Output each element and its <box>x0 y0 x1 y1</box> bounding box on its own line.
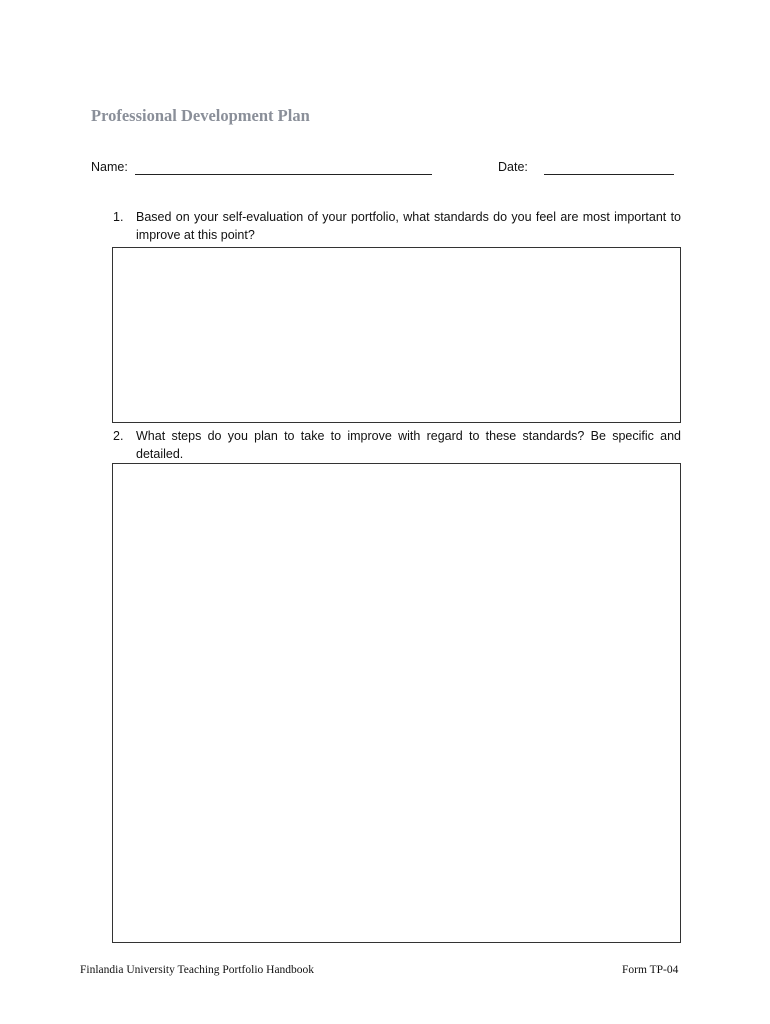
question-1 <box>113 208 681 244</box>
question-2 <box>113 427 681 463</box>
date-label: Date: <box>498 160 528 174</box>
page-title: Professional Development Plan <box>91 106 310 125</box>
name-field[interactable] <box>135 174 432 175</box>
question-number: 1. <box>113 210 124 224</box>
answer-box-2[interactable] <box>112 463 681 943</box>
name-label: Name: <box>91 160 128 174</box>
date-field[interactable] <box>544 174 674 175</box>
question-text: Based on your self-evaluation of your portfolio, what standards do you feel are most important to improve at this point? <box>136 210 681 242</box>
answer-box-1[interactable] <box>112 247 681 423</box>
footer-handbook-title: Finlandia University Teaching Portfolio Handbook <box>80 964 315 976</box>
question-text: What steps do you plan to take to improve with regard to these standards? Be specific and detailed. <box>136 429 681 461</box>
question-number: 2. <box>113 429 124 443</box>
footer-form-number: Form TP-04 <box>622 964 679 976</box>
